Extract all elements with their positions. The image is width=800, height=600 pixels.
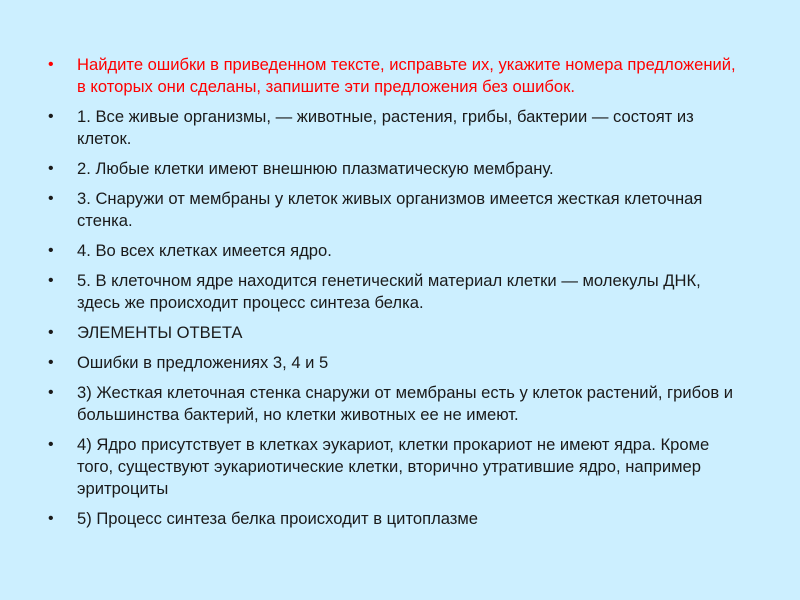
statement-5 — [44, 270, 744, 314]
answer-5-text: 5) Процесс синтеза белка происходит в цитоплазме — [77, 509, 479, 528]
statement-1-text: 1. Все живые организмы, — животные, растения, грибы, бактерии — состоят из клеток. — [77, 107, 694, 148]
statement-3-text: 3. Снаружи от мембраны у клеток живых организмов имеется жесткая клеточная стенка. — [77, 189, 703, 230]
statement-4-text: 4. Во всех клетках имеется ядро. — [77, 241, 332, 260]
statement-5-text: 5. В клеточном ядре находится генетический материал клетки — молекулы ДНК, здесь же происходит процесс синтеза белка. — [77, 271, 701, 312]
bullet-icon: • — [48, 354, 54, 371]
bullet-icon: • — [48, 510, 54, 527]
answer-summary-text: Ошибки в предложениях 3, 4 и 5 — [77, 353, 329, 372]
statement-2-text: 2. Любые клетки имеют внешнюю плазматическую мембрану. — [77, 159, 554, 178]
bullet-icon: • — [48, 436, 54, 453]
statement-2 — [44, 158, 744, 180]
bullet-icon: • — [48, 56, 54, 73]
bullet-icon: • — [48, 272, 54, 289]
statement-1 — [44, 106, 744, 150]
bullet-list — [44, 54, 744, 538]
answer-summary — [44, 352, 744, 374]
bullet-icon: • — [48, 190, 54, 207]
bullet-icon: • — [48, 108, 54, 125]
bullet-icon: • — [48, 242, 54, 259]
answer-4 — [44, 434, 744, 500]
task-instruction-text: Найдите ошибки в приведенном тексте, исправьте их, укажите номера предложений, в которых они сделаны, запишите эти предложения без ошибок. — [77, 55, 736, 96]
statement-3 — [44, 188, 744, 232]
answer-5 — [44, 508, 744, 530]
bullet-icon: • — [48, 160, 54, 177]
bullet-icon: • — [48, 324, 54, 341]
statement-4 — [44, 240, 744, 262]
answer-heading — [44, 322, 744, 344]
task-instruction — [44, 54, 744, 98]
answer-4-text: 4) Ядро присутствует в клетках эукариот, клетки прокариот не имеют ядра. Кроме того, существуют эукариотические клетки, вторично утратившие ядро, например эритроциты — [77, 435, 710, 498]
bullet-icon: • — [48, 384, 54, 401]
answer-heading-text: ЭЛЕМЕНТЫ ОТВЕТА — [77, 323, 243, 342]
answer-3 — [44, 382, 744, 426]
answer-3-text: 3) Жесткая клеточная стенка снаружи от мембраны есть у клеток растений, грибов и большинства бактерий, но клетки животных ее не имеют. — [77, 383, 734, 424]
